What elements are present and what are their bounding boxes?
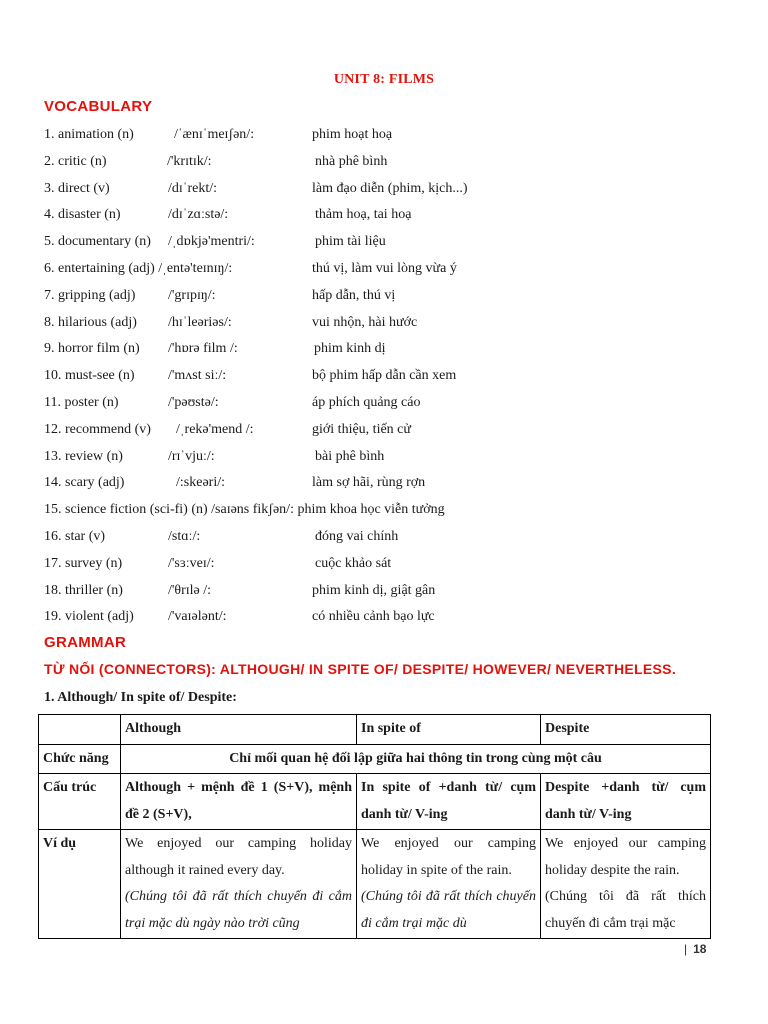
structure-despite: Despite +danh từ/ cụm danh từ/ V-ing xyxy=(541,774,711,830)
vocab-ipa: /'pəʊstə/: xyxy=(168,394,219,410)
vocab-ipa: /dɪˈrekt/: xyxy=(168,180,217,196)
vocab-meaning: thú vị, làm vui lòng vừa ý xyxy=(312,260,457,276)
vocab-ipa: /'vaɪələnt/: xyxy=(168,609,227,625)
vocab-word: 16. star (v) xyxy=(44,528,106,544)
connectors-title: TỪ NỐI (CONNECTORS): ALTHOUGH/ IN SPITE OF/ DESPITE/ HOWEVER/ NEVERTHELESS. xyxy=(44,661,677,677)
vocab-item xyxy=(44,444,744,471)
vocab-meaning: làm sợ hãi, rùng rợn xyxy=(312,475,426,491)
page-number: 18 xyxy=(693,942,707,956)
vocab-meaning: vui nhộn, hài hước xyxy=(312,314,418,330)
vocab-item xyxy=(44,229,744,256)
header-although: Although xyxy=(121,715,357,745)
vocab-item xyxy=(44,578,744,605)
vocab-ipa: /ˌrekə'mend /: xyxy=(176,421,254,437)
example-en: We enjoyed our camping holiday in spite of the rain. xyxy=(361,836,536,878)
example-row xyxy=(39,830,711,939)
vocab-meaning: bộ phim hấp dẫn cần xem xyxy=(312,368,457,384)
vocab-meaning: đóng vai chính xyxy=(315,528,399,544)
vocab-ipa: /stɑː/: xyxy=(168,528,201,544)
vocab-ipa: /'θrɪlə /: xyxy=(168,582,212,598)
table-header-row xyxy=(39,715,711,745)
page-footer xyxy=(684,942,706,956)
example-vi: (Chúng tôi đã rất thích chuyến đi cắm trại mặc xyxy=(545,889,706,931)
unit-title: UNIT 8: FILMS xyxy=(333,72,435,87)
vocab-meaning: phim kinh dị xyxy=(314,341,386,357)
example-en: We enjoyed our camping holiday despite the rain. xyxy=(545,836,706,878)
grammar-table xyxy=(38,714,711,939)
vocab-item xyxy=(44,256,744,283)
vocab-meaning: hấp dẫn, thú vị xyxy=(312,287,396,303)
vocab-ipa: /:skeəri/: xyxy=(176,475,225,491)
vocab-ipa: /'hɒrə film /: xyxy=(168,341,238,357)
vocab-word: 18. thriller (n) xyxy=(44,582,123,598)
vocab-word: 11. poster (n) xyxy=(44,394,119,410)
vocab-word: 10. must-see (n) xyxy=(44,368,135,384)
vocab-meaning: thảm hoạ, tai hoạ xyxy=(315,207,412,223)
header-cell-empty xyxy=(39,715,121,745)
vocab-word: 6. entertaining (adj) /ˌentə'teɪnɪŋ/: xyxy=(44,260,233,276)
vocab-ipa: /dɪˈzɑːstə/: xyxy=(168,207,229,223)
vocab-ipa: /'grɪpɪŋ/: xyxy=(168,287,216,303)
example-label: Ví dụ xyxy=(39,830,121,939)
example-en: We enjoyed our camping holiday although it rained every day. xyxy=(125,836,352,878)
example-although xyxy=(121,830,357,939)
subheading: 1. Although/ In spite of/ Despite: xyxy=(44,690,237,705)
vocab-word: 15. science fiction (sci-fi) (n) /saɪəns fikʃən/: phim khoa học viễn tưởng xyxy=(44,502,445,518)
vocab-word: 5. documentary (n) xyxy=(44,234,151,250)
vocab-item xyxy=(44,149,744,176)
vocab-item xyxy=(44,417,744,444)
vocab-item xyxy=(44,363,744,390)
vocab-ipa: /'sɜːveɪ/: xyxy=(168,555,215,571)
vocab-meaning: cuộc khảo sát xyxy=(315,555,392,571)
example-in-spite-of xyxy=(357,830,541,939)
vocabulary-heading: VOCABULARY xyxy=(44,98,153,115)
header-in-spite-of: In spite of xyxy=(357,715,541,745)
vocab-word: 9. horror film (n) xyxy=(44,341,140,357)
vocab-word: 19. violent (adj) xyxy=(44,609,134,625)
vocab-item xyxy=(44,336,744,363)
example-despite xyxy=(541,830,711,939)
grammar-heading: GRAMMAR xyxy=(44,634,127,651)
footer-divider: | xyxy=(684,942,688,956)
vocab-item xyxy=(44,551,744,578)
vocab-meaning: nhà phê bình xyxy=(315,153,388,169)
vocab-item xyxy=(44,202,744,229)
vocab-ipa: /ˌdɒkjə'mentri/: xyxy=(168,234,255,250)
vocab-item xyxy=(44,283,744,310)
vocab-meaning: phim kinh dị, giật gân xyxy=(312,582,436,598)
vocab-meaning: áp phích quảng cáo xyxy=(312,394,421,410)
vocab-ipa: /ˈænɪˈmeɪʃən/: xyxy=(174,127,255,142)
example-vi: (Chúng tôi đã rất thích chuyến đi cắm trại mặc dù xyxy=(361,889,536,931)
vocab-item xyxy=(44,310,744,337)
vocab-word: 1. animation (n) xyxy=(44,127,134,142)
vocab-ipa: /rɪˈvjuː/: xyxy=(168,448,215,464)
vocab-item xyxy=(44,390,744,417)
function-row xyxy=(39,744,711,774)
vocab-meaning: bài phê bình xyxy=(315,448,385,464)
vocab-meaning: có nhiều cảnh bạo lực xyxy=(312,609,435,625)
vocab-word: 8. hilarious (adj) xyxy=(44,314,137,330)
structure-row xyxy=(39,774,711,830)
structure-although: Although + mệnh đề 1 (S+V), mệnh đề 2 (S+V), xyxy=(121,774,357,830)
vocab-word: 7. gripping (adj) xyxy=(44,287,136,303)
vocab-meaning: làm đạo diễn (phim, kịch...) xyxy=(312,180,468,196)
vocab-item xyxy=(44,497,744,524)
vocab-word: 13. review (n) xyxy=(44,448,123,464)
vocab-item xyxy=(44,524,744,551)
vocab-meaning: phim tài liệu xyxy=(315,234,386,250)
vocab-item xyxy=(44,604,744,631)
function-text: Chỉ mối quan hệ đối lập giữa hai thông tin trong cùng một câu xyxy=(121,744,711,774)
vocab-word: 4. disaster (n) xyxy=(44,207,121,223)
vocabulary-list xyxy=(44,122,744,631)
header-despite: Despite xyxy=(541,715,711,745)
vocab-ipa: /hɪˈleəriəs/: xyxy=(168,314,232,330)
vocab-item xyxy=(44,122,744,149)
vocab-word: 17. survey (n) xyxy=(44,555,123,571)
vocab-word: 14. scary (adj) xyxy=(44,475,125,491)
structure-label: Cấu trúc xyxy=(39,774,121,830)
vocab-meaning: giới thiệu, tiến cử xyxy=(312,421,411,437)
vocab-item xyxy=(44,176,744,203)
structure-in-spite-of: In spite of +danh từ/ cụm danh từ/ V-ing xyxy=(357,774,541,830)
vocab-ipa: /'mʌst siː/: xyxy=(168,368,227,384)
vocab-item xyxy=(44,470,744,497)
vocab-meaning: phim hoạt hoạ xyxy=(312,127,393,142)
vocab-ipa: /'krɪtɪk/: xyxy=(167,153,212,169)
example-vi: (Chúng tôi đã rất thích chuyến đi cắm trại mặc dù ngày nào trời cũng xyxy=(125,889,352,931)
vocab-word: 12. recommend (v) xyxy=(44,421,151,437)
vocab-word: 3. direct (v) xyxy=(44,180,110,196)
function-label: Chức năng xyxy=(39,744,121,774)
vocab-word: 2. critic (n) xyxy=(44,153,107,169)
